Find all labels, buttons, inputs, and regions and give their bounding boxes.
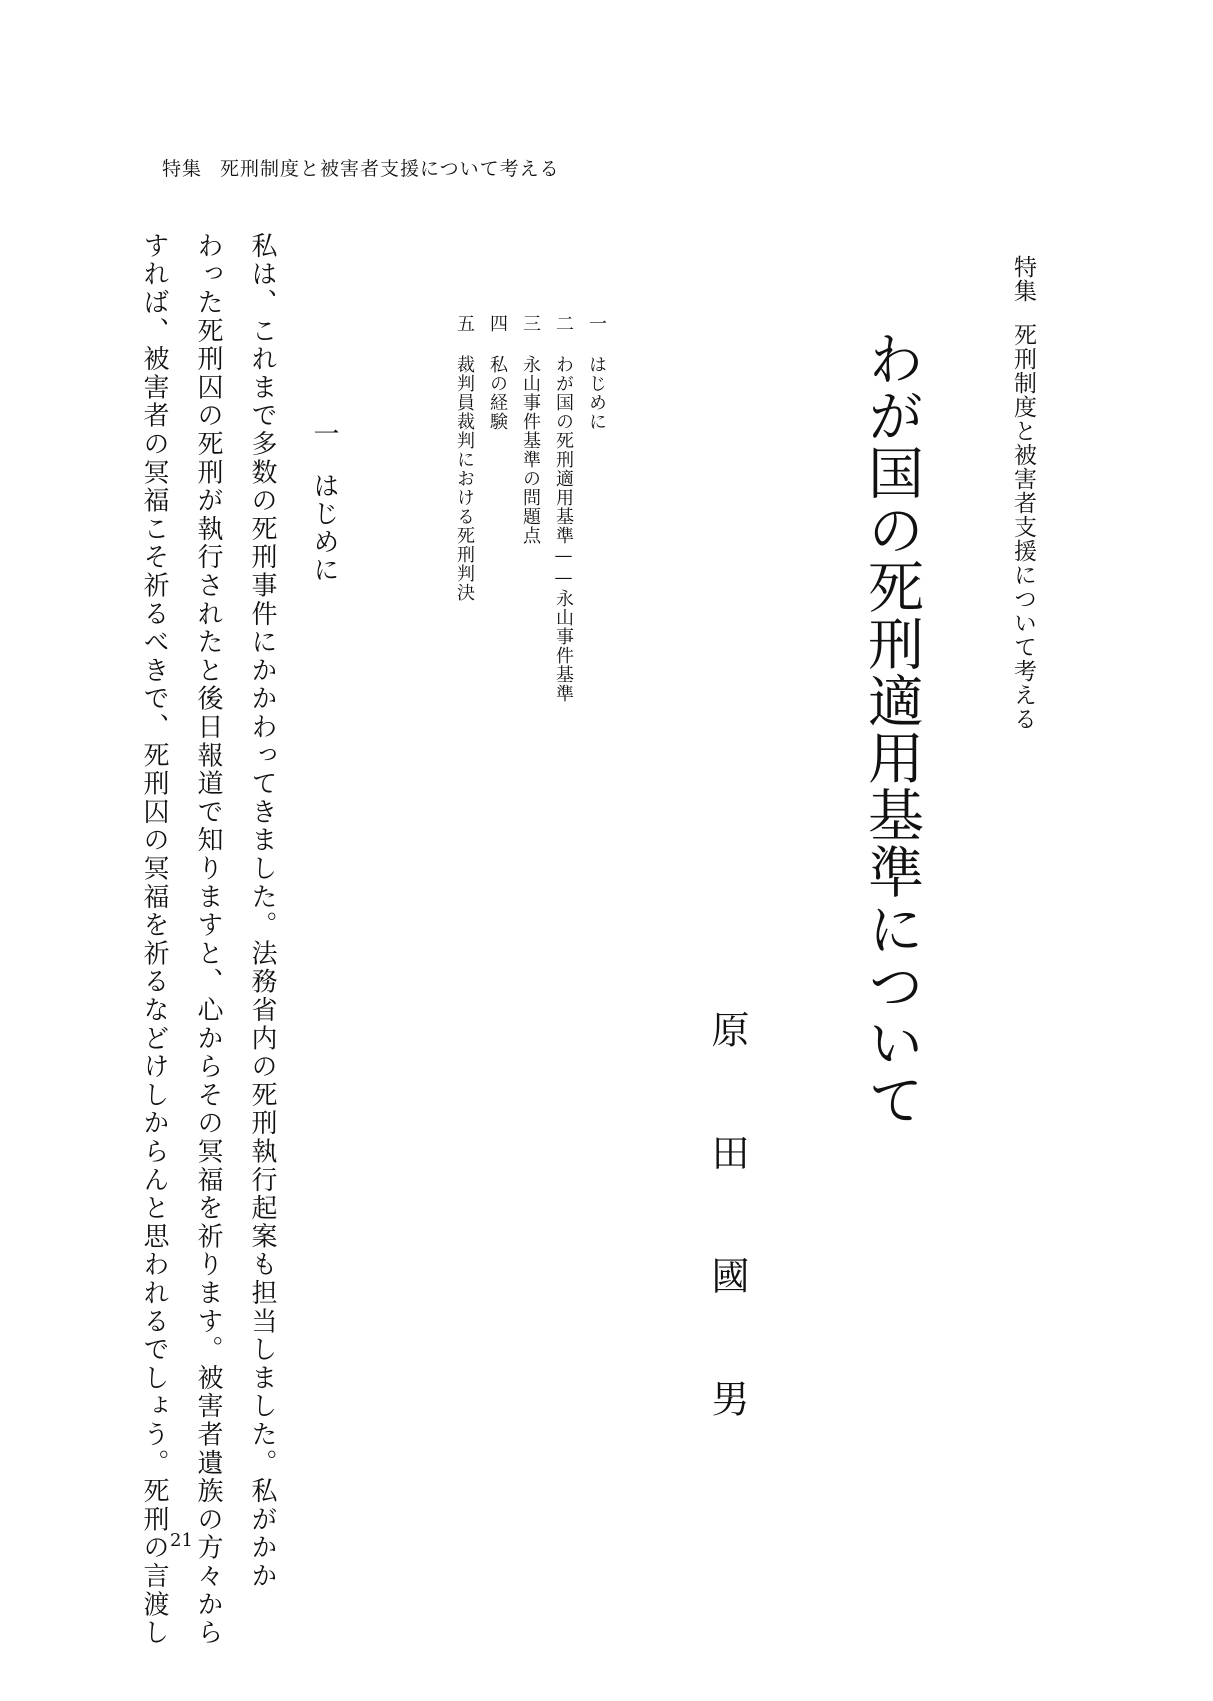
toc-number: 三 xyxy=(520,314,541,333)
toc-number: 一 xyxy=(586,314,607,333)
toc-item xyxy=(583,314,609,431)
feature-label-title: 死刑制度と被害者支援について考える xyxy=(1010,323,1036,731)
running-header-title: 死刑制度と被害者支援について考える xyxy=(220,158,560,180)
running-header xyxy=(162,154,560,181)
toc-number: 四 xyxy=(487,314,508,333)
page-number: 21 xyxy=(170,1530,193,1551)
section-title: はじめに xyxy=(309,472,339,584)
toc-text: 裁判員裁判における死刑判決 xyxy=(454,355,475,602)
toc-text: 永山事件基準の問題点 xyxy=(520,355,541,545)
toc-text: 私の経験 xyxy=(487,355,508,431)
feature-label-tag: 特集 xyxy=(1010,255,1036,303)
body-line: 私は、これまで多数の死刑事件にかかわってきました。法務省内の死刑執行起案も担当しました。私がかか xyxy=(247,232,277,1591)
toc-number: 二 xyxy=(553,314,574,333)
toc-text: わが国の死刑適用基準——永山事件基準 xyxy=(553,355,574,703)
body-line: すれば、被害者の冥福こそ祈るべきで、死刑囚の冥福を祈るなどけしからんと思われるでしょう。死刑の言渡し xyxy=(139,232,169,1647)
feature-label xyxy=(1007,255,1040,731)
toc-text: はじめに xyxy=(586,355,607,431)
toc-number: 五 xyxy=(454,314,475,333)
toc-item xyxy=(517,314,543,545)
section-heading xyxy=(306,420,343,584)
toc-item xyxy=(550,314,576,703)
toc-item xyxy=(484,314,510,431)
section-number: 一 xyxy=(309,420,339,448)
toc-item xyxy=(451,314,477,602)
article-title: わが国の死刑適用基準について xyxy=(859,330,924,1128)
running-header-label: 特集 xyxy=(162,158,203,180)
body-line: わった死刑囚の死刑が執行されたと後日報道で知りますと、心からその冥福を祈ります。被害者遺族の方々から xyxy=(193,232,223,1647)
author-name: 原田國男 xyxy=(705,1010,749,1502)
